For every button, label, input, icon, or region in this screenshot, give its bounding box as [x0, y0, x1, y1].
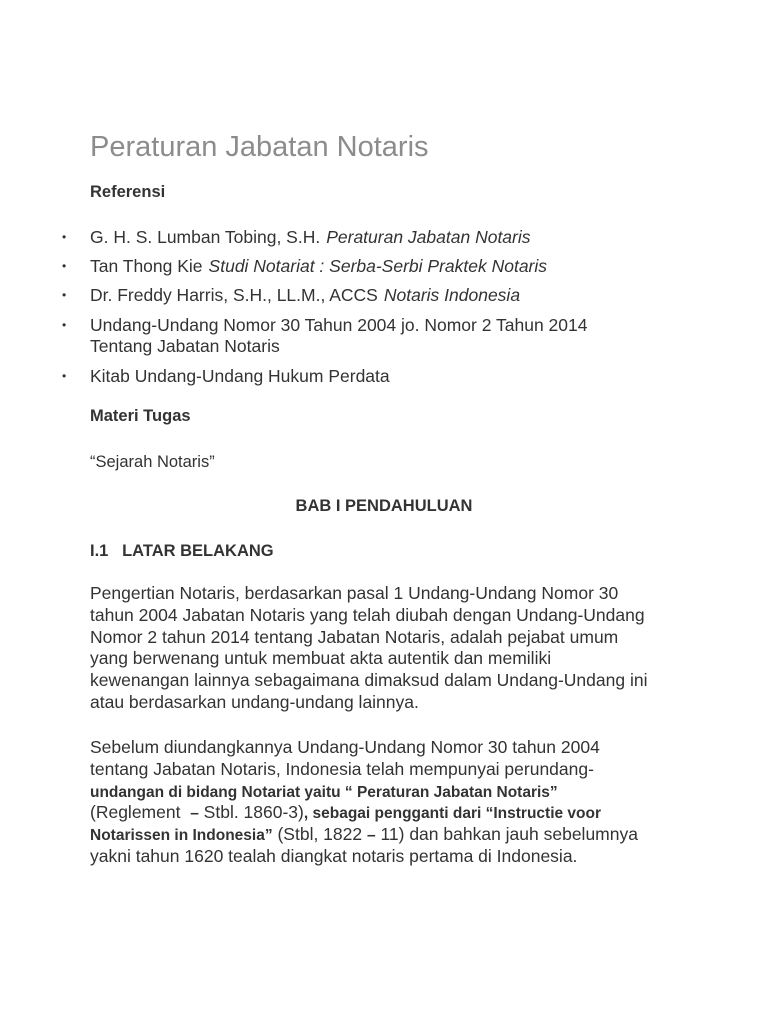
- paragraph-line: [90, 670, 647, 692]
- reference-title: Peraturan Jabatan Notaris: [326, 227, 531, 247]
- chapter-heading: BAB I PENDAHULUAN: [295, 497, 473, 515]
- reference-item: [62, 256, 547, 277]
- text-segment: Pengertian Notaris, berdasarkan pasal 1 Undang-Undang Nomor 30: [90, 583, 619, 603]
- reference-line: [62, 256, 547, 277]
- text-segment: yang berwenang untuk membuat akta autentik dan memiliki: [90, 648, 552, 669]
- reference-author: Dr. Freddy Harris, S.H., LL.M., ACCS: [90, 285, 378, 305]
- bullet-icon: •: [62, 318, 67, 332]
- reference-title: Notaris Indonesia: [383, 285, 521, 305]
- paragraph-line: [90, 846, 638, 868]
- paragraph-line: [90, 802, 638, 824]
- bold-text-segment: –: [190, 805, 199, 823]
- text-segment: (Stbl, 1822: [272, 824, 367, 845]
- reference-item: [62, 366, 390, 387]
- bold-text-segment: –: [366, 827, 376, 845]
- reference-line: [62, 366, 390, 387]
- text-segment: Sebelum diundangkannya Undang-Undang Nomor 30 tahun 2004: [90, 737, 600, 757]
- text-segment: Stbl. 1860-3): [198, 802, 304, 823]
- paragraph-line: [90, 737, 638, 759]
- reference-author: Undang-Undang Nomor 30 Tahun 2004 jo. Nomor 2 Tahun 2014: [90, 315, 588, 335]
- reference-line: [62, 315, 587, 336]
- text-segment: yakni tahun 1620 tealah diangkat notaris pertama di Indonesia.: [90, 845, 578, 866]
- reference-author: Tan Thong Kie: [90, 256, 203, 276]
- assignment-heading: Materi Tugas: [90, 407, 191, 425]
- text-segment: kewenangan lainnya sebagaimana dimaksud dalam Undang-Undang ini: [90, 670, 648, 691]
- paragraph: [90, 737, 638, 868]
- bold-text-segment: undangan di bidang Notariat yaitu “ Peraturan Jabatan Notaris”: [90, 783, 558, 801]
- paragraph-line: [90, 781, 638, 803]
- text-segment: atau berdasarkan undang-undang lainnya.: [90, 691, 419, 712]
- bold-text-segment: , sebagai pengganti dari “Instructie voor: [303, 805, 602, 823]
- paragraph-line: [90, 759, 638, 781]
- text-segment: 11) dan bahkan jauh sebelumnya: [375, 824, 638, 845]
- paragraph-line: [90, 627, 647, 649]
- paragraph-line: [90, 692, 647, 714]
- reference-item: [62, 285, 520, 306]
- paragraph-line: [90, 824, 638, 846]
- paragraph-line: [90, 648, 647, 670]
- reference-title: Studi Notariat : Serba-Serbi Praktek Notaris: [208, 256, 548, 276]
- bullet-icon: •: [62, 230, 67, 244]
- reference-line: [62, 336, 587, 357]
- references-heading: Referensi: [90, 183, 166, 201]
- reference-author: G. H. S. Lumban Tobing, S.H.: [90, 227, 321, 247]
- text-segment: (Reglement: [90, 802, 191, 823]
- reference-author: Kitab Undang-Undang Hukum Perdata: [90, 366, 390, 386]
- paragraph: [90, 583, 647, 714]
- reference-item: [62, 227, 531, 248]
- reference-item: [62, 315, 587, 357]
- assignment-topic: “Sejarah Notaris”: [90, 453, 215, 471]
- reference-line: [62, 285, 520, 306]
- text-segment: Nomor 2 tahun 2014 tentang Jabatan Notaris, adalah pejabat umum: [90, 626, 619, 647]
- text-segment: tahun 2004 Jabatan Notaris yang telah diubah dengan Undang-Undang: [90, 604, 645, 625]
- reference-line: [62, 227, 531, 248]
- paragraph-line: [90, 605, 647, 627]
- bold-text-segment: Notarissen in Indonesia”: [90, 827, 273, 845]
- section-heading: I.1 LATAR BELAKANG: [90, 542, 274, 560]
- bullet-icon: •: [62, 369, 67, 383]
- bullet-icon: •: [62, 259, 67, 273]
- paragraph-line: [90, 583, 647, 605]
- bullet-icon: •: [62, 288, 67, 302]
- text-segment: tentang Jabatan Notaris, Indonesia telah mempunyai perundang-: [90, 758, 594, 779]
- reference-author: Tentang Jabatan Notaris: [90, 336, 280, 356]
- page-title: Peraturan Jabatan Notaris: [90, 131, 429, 163]
